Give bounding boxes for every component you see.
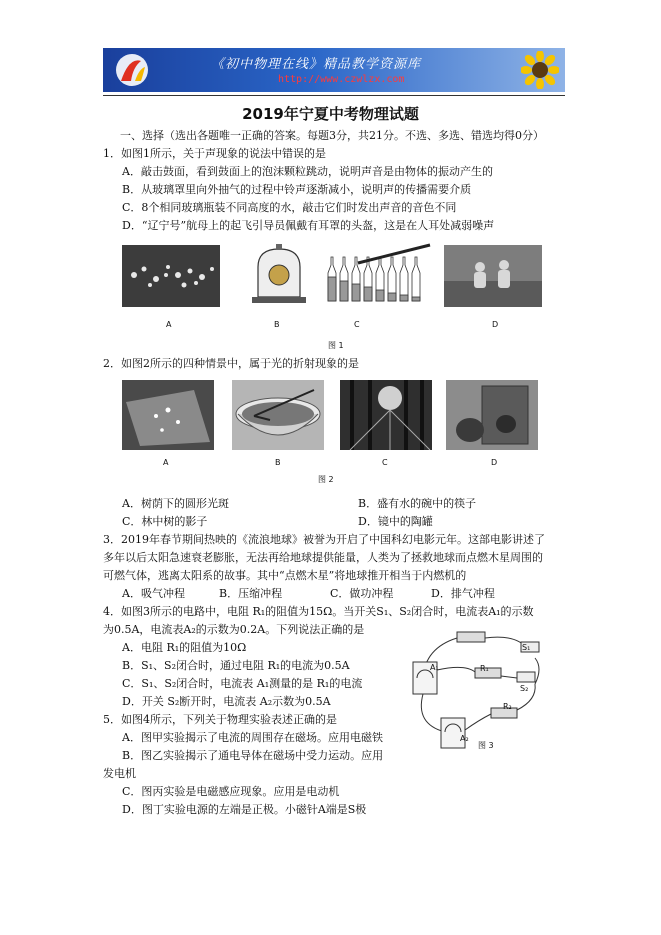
q2-option-a: A．树荫下的圆形光斑 xyxy=(122,497,229,510)
q2-stem: 2．如图2所示的四种情景中，属于光的折射现象的是 xyxy=(103,357,359,370)
figure3-r2-label: R₂ xyxy=(503,702,512,711)
figure2-light-spots xyxy=(122,380,214,450)
q1-option-d: D．“辽宁号”航母上的起飞引导员佩戴有耳罩的头盔，这是在人耳处减弱噪声 xyxy=(122,219,495,232)
q1-option-a: A．敲击鼓面，看到鼓面上的泡沫颗粒跳动，说明声音是由物体的振动产生的 xyxy=(122,165,493,178)
q4-option-c: C．S₁、S₂闭合时，电流表 A₁测量的是 R₁的电流 xyxy=(122,677,363,690)
q3-line-1: 3．2019年春节期间热映的《流浪地球》被誉为开启了中国科幻电影元年。这部电影讲述了 xyxy=(103,533,545,546)
q4-option-d: D．开关 S₂断开时，电流表 A₂示数为0.5A xyxy=(122,695,331,708)
q4-line-1: 4．如图3所示的电路中，电阻 R₁的阻值为15Ω。当开关S₁、S₂闭合时，电流表A₁的示数 xyxy=(103,605,534,618)
figure2-label-a: A xyxy=(163,458,169,467)
q3-option-c: C．做功冲程 xyxy=(330,587,394,600)
figure2-chopsticks-bowl xyxy=(232,380,324,450)
figure1-bottles xyxy=(322,243,432,305)
q3-line-3: 可燃气体，逃离太阳系的故事。其中“点燃木星”将地球推开相当于内燃机的 xyxy=(103,569,467,582)
figure3-s2-label: S₂ xyxy=(520,684,529,693)
q3-option-b: B．压缩冲程 xyxy=(219,587,283,600)
q3-option-a: A．吸气冲程 xyxy=(122,587,185,600)
q1-option-b: B．从玻璃罩里向外抽气的过程中铃声逐渐减小，说明声的传播需要介质 xyxy=(122,183,472,196)
figure2-label-c: C xyxy=(382,458,388,467)
banner-title: 《初中物理在线》精品教学资源库 xyxy=(211,57,422,72)
figure1-label-b: B xyxy=(274,320,280,329)
figure1-bell-jar xyxy=(248,243,310,305)
figure2-caption: 图 2 xyxy=(318,475,334,484)
q5-option-b-cont: 发电机 xyxy=(103,767,136,780)
header-banner xyxy=(103,48,565,92)
q4-option-a: A．电阻 R₁的阻值为10Ω xyxy=(122,641,247,654)
page-title: 2019年宁夏中考物理试题 xyxy=(242,105,419,123)
section-heading: 一、选择（选出各题唯一正确的答案。每题3分，共21分。不选、多选、错选均得0分） xyxy=(120,129,544,142)
header-rule xyxy=(103,95,565,96)
figure1-label-d: D xyxy=(492,320,499,329)
q2-option-c: C．林中树的影子 xyxy=(122,515,208,528)
figure3-caption: 图 3 xyxy=(478,741,494,750)
figure1-carrier-crew xyxy=(444,245,542,307)
figure2-label-d: D xyxy=(491,458,498,467)
figure2-forest-shadows xyxy=(340,380,432,450)
figure3-s1-label: S₁ xyxy=(522,643,531,652)
sunflower-icon xyxy=(521,51,559,89)
q5-option-b: B．图乙实验揭示了通电导体在磁场中受力运动。应用 xyxy=(122,749,384,762)
figure3-r1-label: R₁ xyxy=(480,664,489,673)
q5-option-c: C．图丙实验是电磁感应现象。应用是电动机 xyxy=(122,785,340,798)
figure1-drum-photo xyxy=(122,245,220,307)
q2-option-b: B．盛有水的碗中的筷子 xyxy=(358,497,477,510)
figure2-label-b: B xyxy=(275,458,281,467)
q5-option-a: A．图甲实验揭示了电流的周围存在磁场。应用电磁铁 xyxy=(122,731,383,744)
figure3-a2-label: A₂ xyxy=(460,734,469,743)
q1-option-c: C．8个相同玻璃瓶装不同高度的水，敲击它们时发出声音的音色不同 xyxy=(122,201,457,214)
figure3-a1-label: A₁ xyxy=(430,663,439,672)
banner-url[interactable]: http://www.czwlzx.com xyxy=(278,74,405,85)
figure1-label-c: C xyxy=(354,320,360,329)
q4-line-2: 为0.5A，电流表A₂的示数为0.2A。下列说法正确的是 xyxy=(103,623,365,636)
logo-icon xyxy=(111,53,153,87)
q4-option-b: B．S₁、S₂闭合时，通过电阻 R₁的电流为0.5A xyxy=(122,659,350,672)
q2-option-d: D．镜中的陶罐 xyxy=(358,515,433,528)
figure2-mirror-pot xyxy=(446,380,538,450)
q1-stem: 1．如图1所示，关于声现象的说法中错误的是 xyxy=(103,147,326,160)
figure1-caption: 图 1 xyxy=(328,341,344,350)
q3-line-2: 多年以后太阳急速衰老膨胀，无法再给地球提供能量，人类为了拯救地球而点燃木星周围的 xyxy=(103,551,543,564)
q5-option-d: D．图丁实验电源的左端是正极。小磁针A端是S极 xyxy=(122,803,367,816)
q3-option-d: D．排气冲程 xyxy=(431,587,495,600)
q5-stem: 5．如图4所示，下列关于物理实验表述正确的是 xyxy=(103,713,337,726)
figure1-label-a: A xyxy=(166,320,172,329)
figure3-circuit xyxy=(405,628,555,756)
